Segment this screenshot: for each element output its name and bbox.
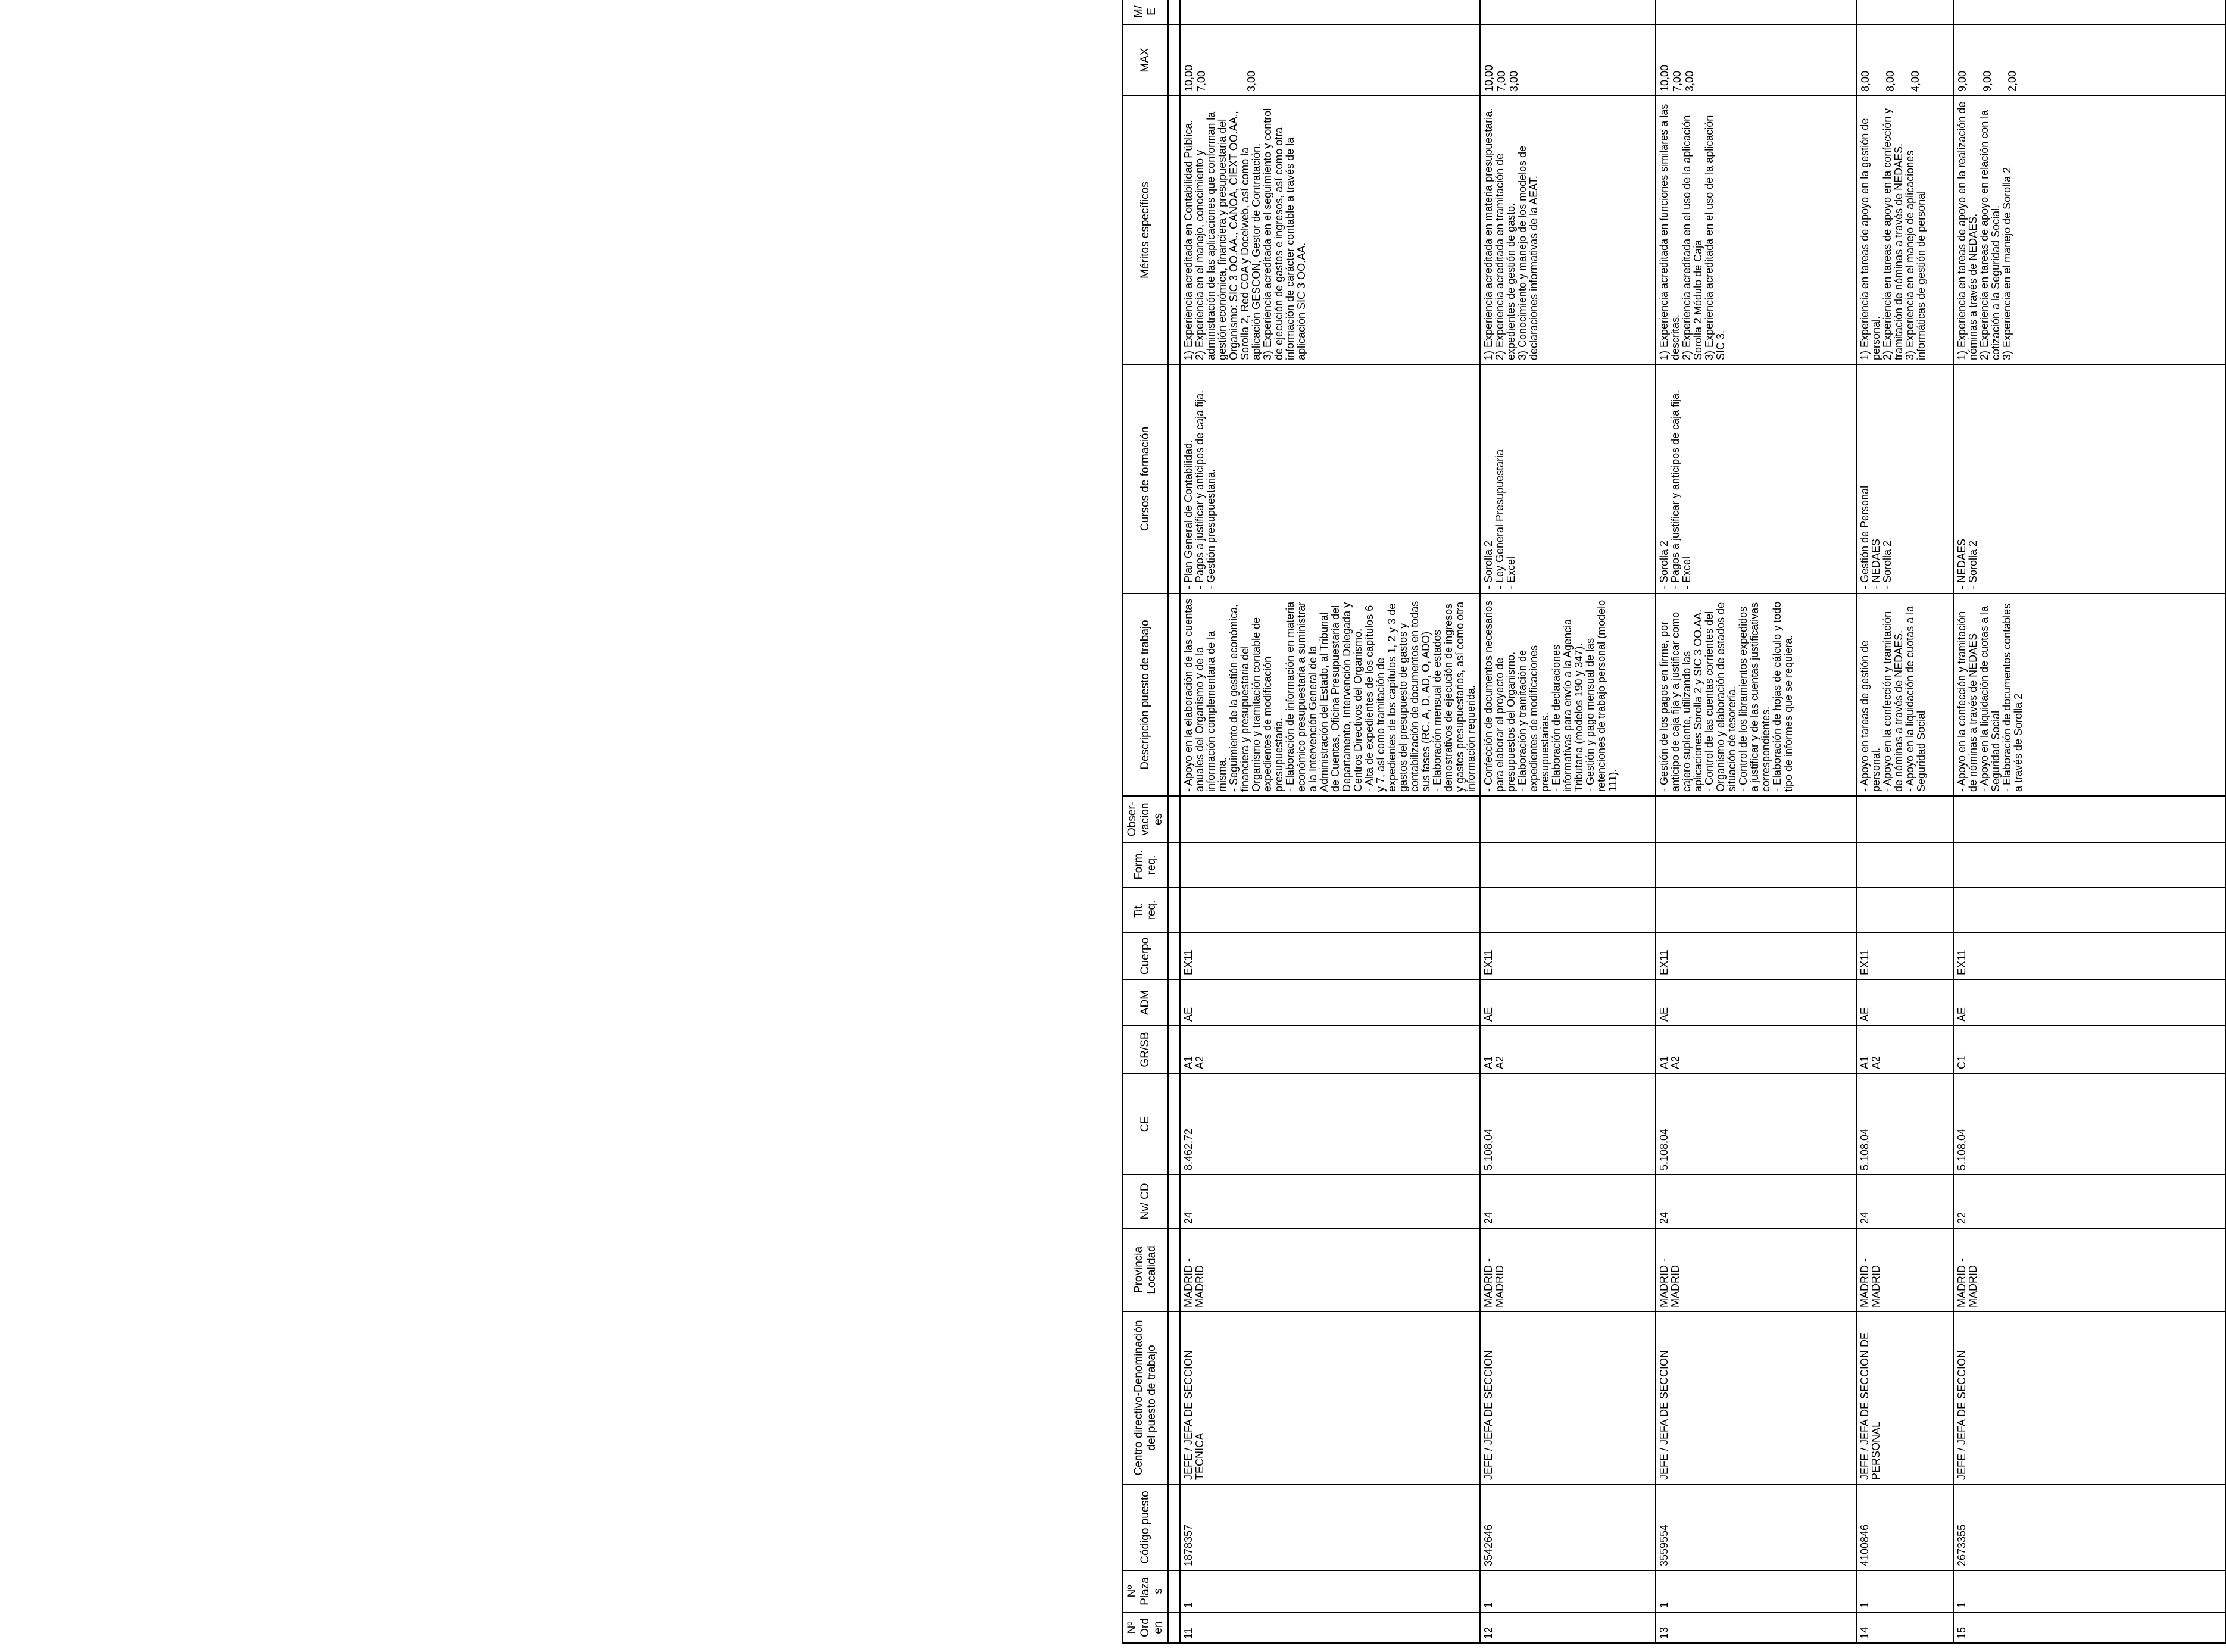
cell-nivel: 24 (1656, 1175, 1856, 1228)
spacer-cell (1168, 364, 1180, 594)
header-plazas: Nº Plazas (1123, 1570, 1168, 1612)
table-row (1480, 0, 1656, 1643)
header-nivel: Nv/ CD (1123, 1175, 1168, 1228)
spacer-cell (1168, 1026, 1180, 1073)
cell-provincia: MADRID - MADRID (1180, 1228, 1480, 1311)
cell-codigo: 3559554 (1656, 1484, 1856, 1570)
cell-provincia: MADRID - MADRID (1953, 1228, 2225, 1311)
cell-adm: AE (1953, 979, 2225, 1026)
spacer-cell (1168, 1073, 1180, 1175)
cell-provincia: MADRID - MADRID (1856, 1228, 1953, 1311)
positions-table (1122, 0, 2226, 1644)
header-meritos: Méritos específicos (1123, 96, 1168, 364)
table-row (1953, 0, 2225, 1643)
spacer-cell (1168, 1484, 1180, 1570)
cell-meritos: 1) Experiencia acreditada en Contabilidad Pública. 2) Experiencia en el manejo, conocimiento y administración de las aplicaciones que conforman la gestión económica, financiera y presupuestaria del Organismo: SIC 3 OO.AA., CANOA, CIEXT OO.AA., Sorolla 2, Red COA y Docelweb, así como la aplicación GESCON, Gestor de Contratación. 3) Experiencia acreditada en el seguimiento y control de ejecución de gastos e ingresos, así como otra información de carácter contable a través de la aplicación SIC 3 OO.AA. (1180, 96, 1480, 364)
cell-provincia: MADRID - MADRID (1480, 1228, 1656, 1311)
header-grupo: GR/SB (1123, 1026, 1168, 1073)
cell-orden: 15 (1953, 1612, 2225, 1643)
cell-grupo: A1 A2 (1480, 1026, 1656, 1073)
header-cuerpo: Cuerpo (1123, 933, 1168, 979)
cell-formacion (1656, 842, 1856, 888)
header-codigo: Código puesto (1123, 1484, 1168, 1570)
cell-titulacion (1656, 888, 1856, 933)
spacer-cell (1168, 1175, 1180, 1228)
cell-adm: AE (1480, 979, 1656, 1026)
cell-titulacion (1856, 888, 1953, 933)
cell-grupo: C1 (1953, 1026, 2225, 1073)
table-row (1656, 0, 1856, 1643)
cell-observaciones (1180, 796, 1480, 842)
cell-adm: AE (1656, 979, 1856, 1026)
cell-provincia: MADRID - MADRID (1656, 1228, 1856, 1311)
header-me: M/E (1123, 0, 1168, 24)
cell-ce: 5.108,04 (1480, 1073, 1656, 1175)
cell-titulacion (1953, 888, 2225, 933)
cell-cursos: - Gestión de Personal - NEDAES - Sorolla 2 (1856, 364, 1953, 594)
cell-centro: JEFE / JEFA DE SECCION (1953, 1311, 2225, 1484)
cell-ce: 5.108,04 (1953, 1073, 2225, 1175)
cell-observaciones (1856, 796, 1953, 842)
cell-cuerpo: EX11 (1953, 933, 2225, 979)
cell-meritos: 1) Experiencia acreditada en materia presupuestaria. 2) Experiencia acreditada en tramitación de expedientes de gestión de gasto. 3) Conocimiento y manejo de los modelos de declaraciones informativas de la AEAT. (1480, 96, 1656, 364)
header-formacion: Form. req. (1123, 842, 1168, 888)
spacer-cell (1168, 1612, 1180, 1643)
cell-codigo: 1878357 (1180, 1484, 1480, 1570)
cell-nivel: 24 (1480, 1175, 1656, 1228)
spacer-cell (1168, 1311, 1180, 1484)
cell-me (1953, 0, 2225, 24)
cell-max: 10,00 7,00 3,00 (1480, 24, 1656, 96)
spacer-cell (1168, 96, 1180, 364)
cell-formacion (1856, 842, 1953, 888)
cell-ce: 5.108,04 (1656, 1073, 1856, 1175)
cell-cursos: - Plan General de Contabilidad. - Pagos a justificar y anticipos de caja fija. - Gestión presupuestaria. (1180, 364, 1480, 594)
cell-adm: AE (1180, 979, 1480, 1026)
cell-nivel: 24 (1180, 1175, 1480, 1228)
cell-descripcion: - Confección de documentos necesarios para elaborar el proyecto de presupuestos del Organismo. - Elaboración y tramitación de expedientes de modificaciones presupuestarias. - Elaboración de declaraciones informativas para envío a la Agencia Tributaria (modelos 190 y 347). - Gestión y pago mensual de las retenciones de trabajo personal (modelo 111). (1480, 594, 1656, 796)
cell-grupo: A1 A2 (1856, 1026, 1953, 1073)
spacer-cell (1168, 594, 1180, 796)
cell-grupo: A1 A2 (1180, 1026, 1480, 1073)
header-adm: ADM (1123, 979, 1168, 1026)
cell-cuerpo: EX11 (1856, 933, 1953, 979)
spacer-cell (1168, 1228, 1180, 1311)
cell-nivel: 24 (1856, 1175, 1953, 1228)
cell-cuerpo: EX11 (1656, 933, 1856, 979)
cell-descripcion: - Apoyo en tareas de gestión de personal. - Apoyo en la confección y tramitación de nóminas a través de NEDAES. - Apoyo en la liquidación de cuotas a la Seguridad Social (1856, 594, 1953, 796)
cell-observaciones (1953, 796, 2225, 842)
cell-orden: 14 (1856, 1612, 1953, 1643)
spacer-cell (1168, 888, 1180, 933)
cell-orden: 13 (1656, 1612, 1856, 1643)
header-titulacion: Tit. req. (1123, 888, 1168, 933)
cell-orden: 11 (1180, 1612, 1480, 1643)
cell-codigo: 3542646 (1480, 1484, 1656, 1570)
cell-grupo: A1 A2 (1656, 1026, 1856, 1073)
spacer-cell (1168, 796, 1180, 842)
cell-formacion (1953, 842, 2225, 888)
spacer-cell (1168, 1570, 1180, 1612)
header-observaciones: Obser-vaciones (1123, 796, 1168, 842)
cell-titulacion (1480, 888, 1656, 933)
cell-plazas: 1 (1856, 1570, 1953, 1612)
cell-cuerpo: EX11 (1480, 933, 1656, 979)
header-provincia: Provincia Localidad (1123, 1228, 1168, 1311)
cell-centro: JEFE / JEFA DE SECCION (1480, 1311, 1656, 1484)
cell-orden: 12 (1480, 1612, 1656, 1643)
cell-plazas: 1 (1656, 1570, 1856, 1612)
cell-observaciones (1656, 796, 1856, 842)
spacer-cell (1168, 842, 1180, 888)
cell-descripcion: - Apoyo en la elaboración de las cuentas anuales del Organismo y de la información complementaria de la misma. - Seguimiento de la gestión económica, financiera y presupuestaria del Organismo y tramitación contable de expedientes de modificación presupuestaria. - Elaboración de información en materia económico presupuestaria a suministrar a la Intervención General de la Administración del Estado, al Tribunal de Cuentas, Oficina Presupuestaria del Departamento, Intervención Delegada y Centros Directivos del Organismo. - Alta de expedientes de los capítulos 6 y 7, así como tramitación de expedientes de los capítulos 1, 2 y 3 de gastos del presupuesto de gastos y contabilización de documentos en todas sus fases (RC, A, D, AD, O, ADO) - Elaboración mensual de estados demostrativos de ejecución de ingresos y gastos presupuestarios, así como otra información requerida. (1180, 594, 1480, 796)
cell-ce: 8.462,72 (1180, 1073, 1480, 1175)
cell-codigo: 2673355 (1953, 1484, 2225, 1570)
cell-me (1656, 0, 1856, 24)
cell-max: 10,00 7,00 3,00 (1180, 24, 1480, 96)
cell-descripcion: - Apoyo en la confección y tramitación de nóminas a través de NEDAES - Apoyo en la liquidación de cuotas a la Seguridad Social - Elaboración de documentos contables a través de Sorolla 2 (1953, 594, 2225, 796)
cell-cursos: - Sorolla 2 - Ley General Presupuestaria - Excel (1480, 364, 1656, 594)
cell-me (1480, 0, 1656, 24)
header-descripcion: Descripción puesto de trabajo (1123, 594, 1168, 796)
cell-ce: 5.108,04 (1856, 1073, 1953, 1175)
header-centro: Centro directivo-Denominación del puesto de trabajo (1123, 1311, 1168, 1484)
table-row (1856, 0, 1953, 1643)
header-cursos: Cursos de formación (1123, 364, 1168, 594)
header-ce: CE (1123, 1073, 1168, 1175)
cell-meritos: 1) Experiencia en tareas de apoyo en la realización de nóminas a través de NEDAES. 2) Experiencia en tareas de apoyo en relación con la cotización a la Seguridad Social. 3) Experiencia en el manejo de Sorolla 2 (1953, 96, 2225, 364)
cell-centro: JEFE / JEFA DE SECCION (1656, 1311, 1856, 1484)
cell-max: 8,00 8,00 4,00 (1856, 24, 1953, 96)
spacer-cell (1168, 0, 1180, 24)
cell-meritos: 1) Experiencia en tareas de apoyo en la gestión de personal. 2) Experiencia en tareas de apoyo en la confección y tramitación de nóminas a través de NEDAES. 3) Experiencia en el manejo de aplicaciones informáticas de gestión de personal (1856, 96, 1953, 364)
table-row (1180, 0, 1480, 1643)
cell-me (1856, 0, 1953, 24)
cell-me (1180, 0, 1480, 24)
cell-cursos: - Sorolla 2 - Pagos a justificar y anticipos de caja fija. - Excel (1656, 364, 1856, 594)
cell-adm: AE (1856, 979, 1953, 1026)
cell-meritos: 1) Experiencia acreditada en funciones similares a las descritas. 2) Experiencia acreditada en el uso de la aplicación Sorolla 2 Módulo de Caja 3) Experiencia acreditada en el uso de la aplicación SIC 3. (1656, 96, 1856, 364)
spacer-cell (1168, 933, 1180, 979)
spacer-cell (1168, 979, 1180, 1026)
cell-max: 9,00 9,00 2,00 (1953, 24, 2225, 96)
cell-max: 10,00 7,00 3,00 (1656, 24, 1856, 96)
header-row (1123, 0, 1168, 1643)
cell-titulacion (1180, 888, 1480, 933)
spacer-cell (1168, 24, 1180, 96)
cell-cursos: - NEDAES - Sorolla 2 (1953, 364, 2225, 594)
cell-centro: JEFE / JEFA DE SECCION TECNICA (1180, 1311, 1480, 1484)
cell-codigo: 4100846 (1856, 1484, 1953, 1570)
cell-observaciones (1480, 796, 1656, 842)
spacer-row (1168, 0, 1180, 1643)
cell-plazas: 1 (1180, 1570, 1480, 1612)
cell-descripcion: - Gestión de los pagos en firme, por anticipo de caja fija y a justificar como cajero suplente, utilizando las aplicaciones Sorolla 2 y SIC 3 OO.AA. - Control de las cuentas corrientes del Organismo y elaboración de estados de situación de tesorería. - Control de los libramientos expedidos a justificar y de las cuentas justificativas correspondientes. - Elaboración de hojas de cálculo y todo tipo de informes que se requiera. (1656, 594, 1856, 796)
cell-plazas: 1 (1953, 1570, 2225, 1612)
cell-centro: JEFE / JEFA DE SECCION DE PERSONAL (1856, 1311, 1953, 1484)
rotated-table-page (1122, 5, 2188, 1644)
cell-cuerpo: EX11 (1180, 933, 1480, 979)
header-orden: Nº Orden (1123, 1612, 1168, 1643)
header-max: MAX (1123, 24, 1168, 96)
cell-formacion (1180, 842, 1480, 888)
cell-plazas: 1 (1480, 1570, 1656, 1612)
cell-formacion (1480, 842, 1656, 888)
cell-nivel: 22 (1953, 1175, 2225, 1228)
